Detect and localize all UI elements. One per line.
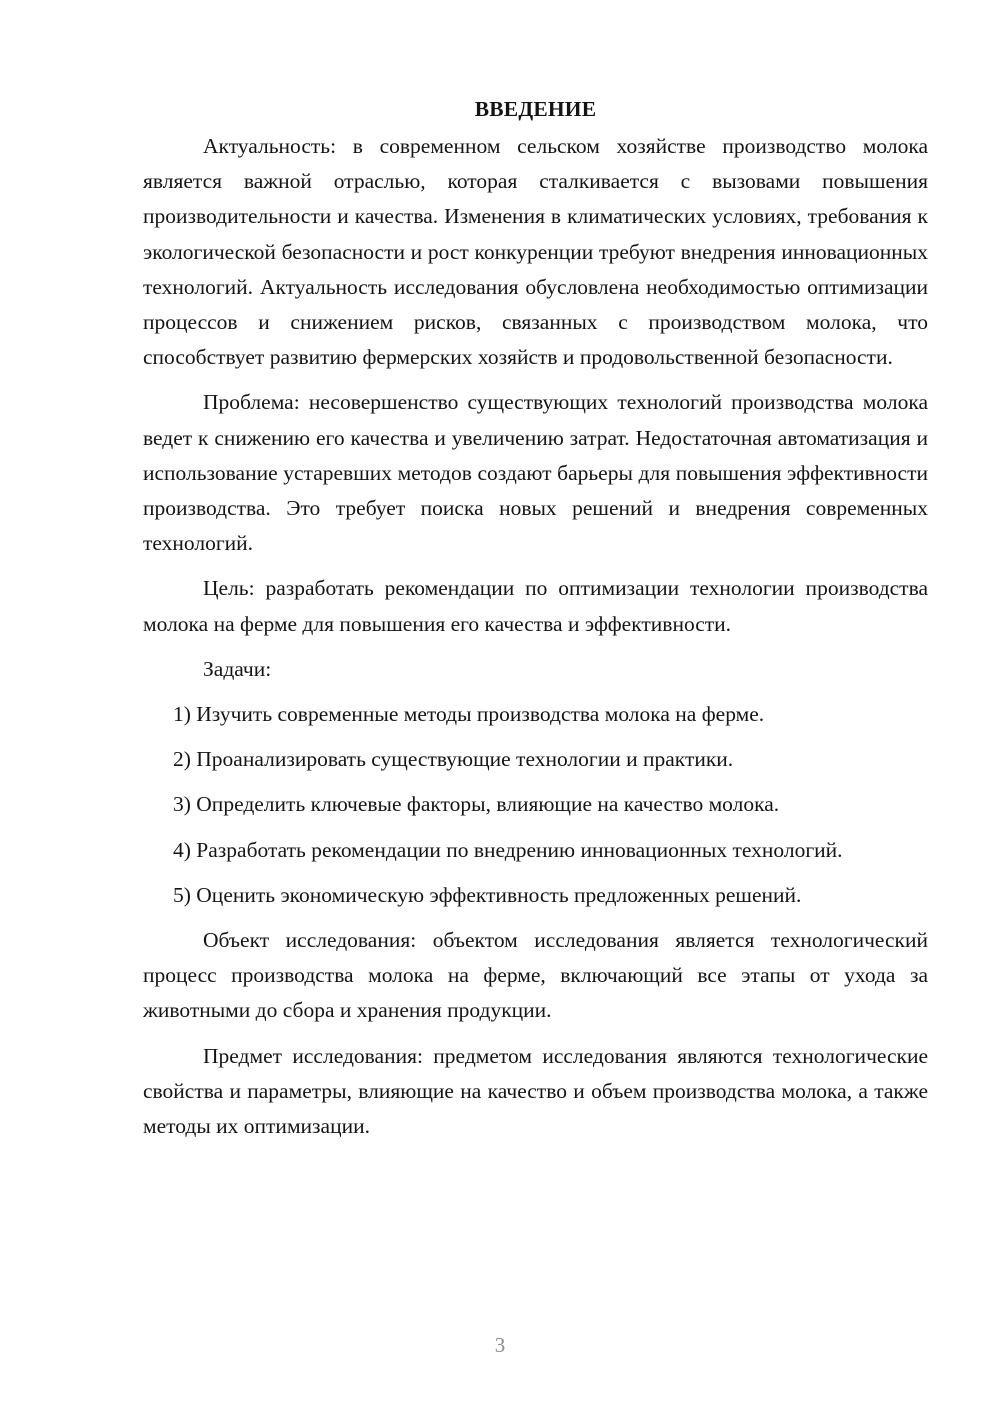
page-number: 3 xyxy=(494,1333,506,1357)
object-paragraph: Объект исследования: объектом исследования является технологический процесс производства молока на ферме, включающий все этапы от ухода за животными до сбора и хранения продукции. xyxy=(143,928,928,1023)
relevance-paragraph: Актуальность: в современном сельском хозяйстве производство молока является важной отраслью, которая сталкивается с вызовами повышения производительности и качества. Изменения в климатических условиях, требования к экологической безопасности и рост конкуренции требуют внедрения инновационных технологий. Актуальность исследования обусловлена необходимостью оптимизации процессов и снижением рисков, связанных с производством молока, что способствует развитию фермерских хозяйств и продовольственной безопасности. xyxy=(143,134,928,370)
task-item: 5) Оценить экономическую эффективность предложенных решений. xyxy=(173,882,802,907)
subject-paragraph: Предмет исследования: предметом исследования являются технологические свойства и параметры, влияющие на качество и объем производства молока, а также методы их оптимизации. xyxy=(143,1043,928,1139)
task-item: 3) Определить ключевые факторы, влияющие на качество молока. xyxy=(173,792,780,817)
task-item: 1) Изучить современные методы производства молока на ферме. xyxy=(173,702,765,727)
problem-paragraph: Проблема: несовершенство существующих технологий производства молока ведет к снижению его качества и увеличению затрат. Недостаточная автоматизация и использование устаревших методов создают барьеры для повышения эффективности производства. Это требует поиска новых решений и внедрения современных технологий. xyxy=(143,390,928,556)
goal-paragraph: Цель: разработать рекомендации по оптимизации технологии производства молока на ферме для повышения его качества и эффективности. xyxy=(143,576,928,636)
section-title: ВВЕДЕНИЕ xyxy=(474,97,597,121)
task-item: 2) Проанализировать существующие технологии и практики. xyxy=(173,747,734,772)
page-content xyxy=(143,92,928,1154)
tasks-heading: Задачи: xyxy=(203,656,272,681)
task-item: 4) Разработать рекомендации по внедрению инновационных технологий. xyxy=(173,837,843,862)
